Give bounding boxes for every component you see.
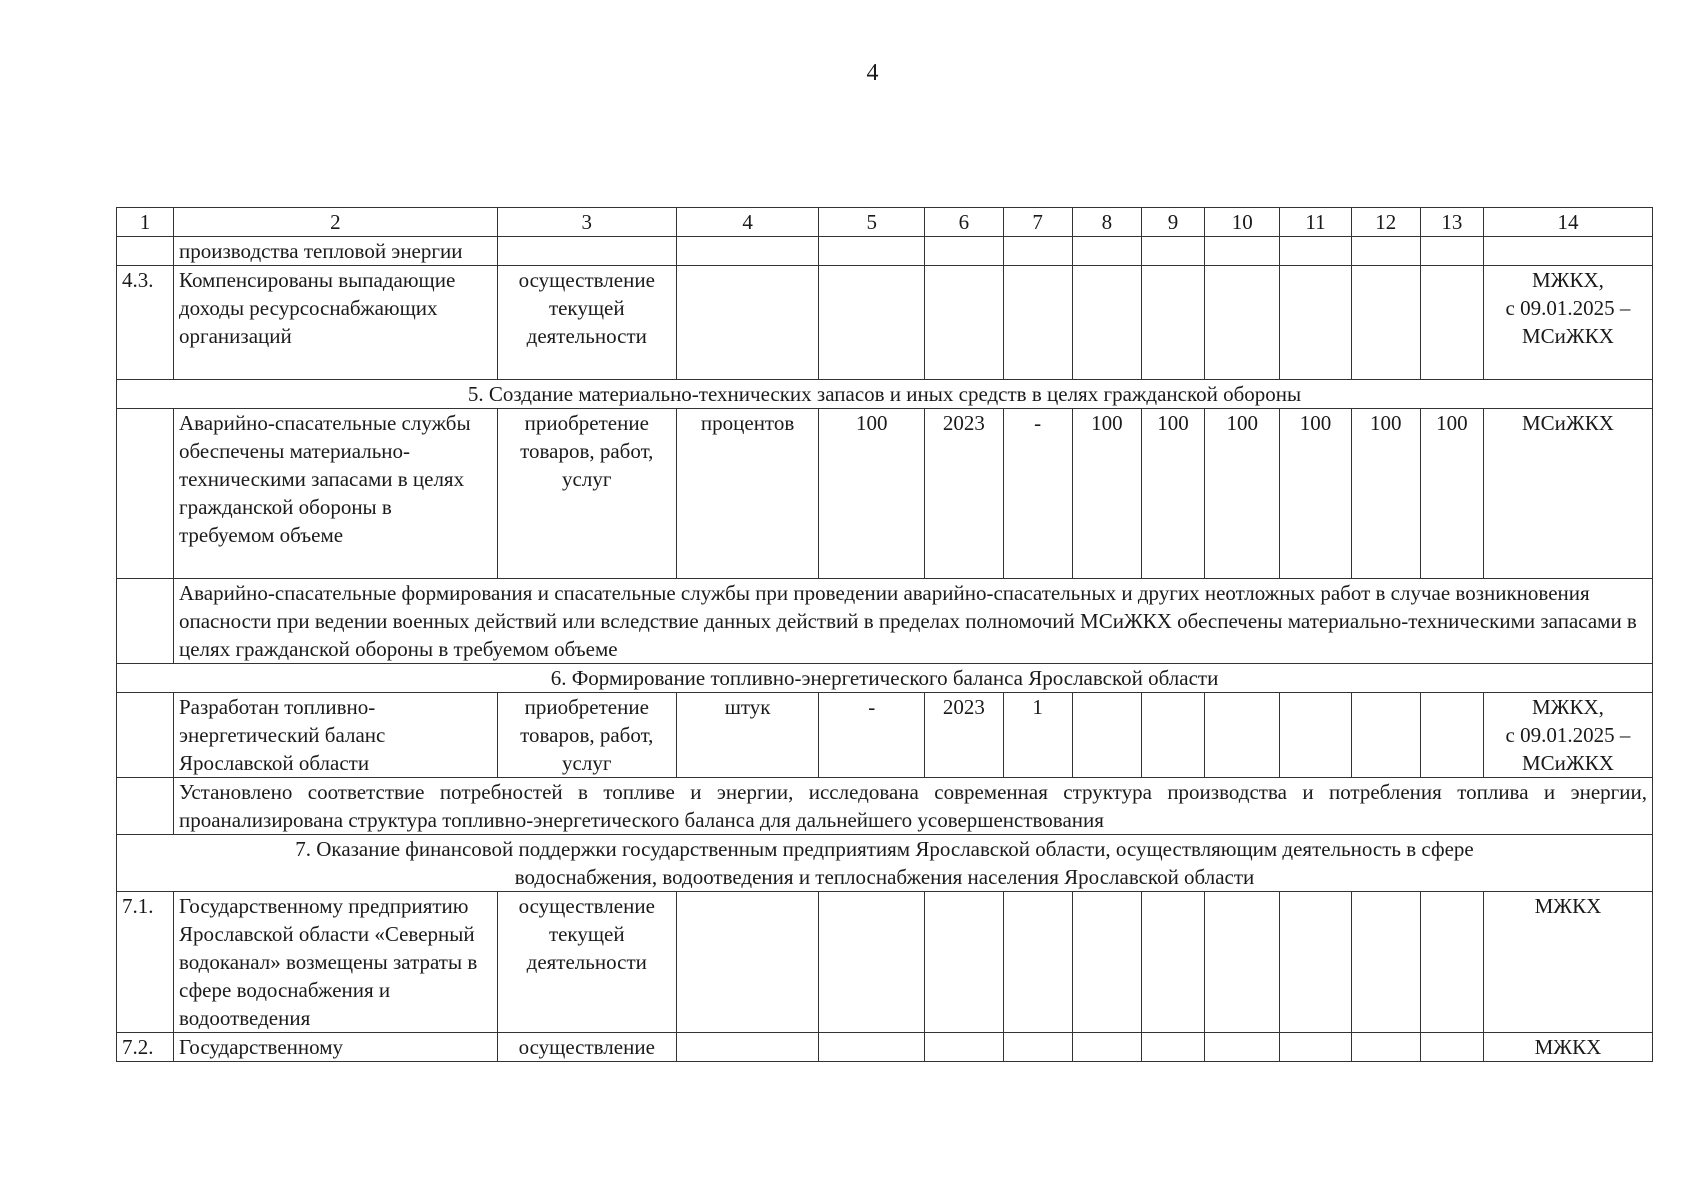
header-cell: 12 xyxy=(1351,208,1420,237)
value-cell: 1 xyxy=(1003,693,1072,778)
table-row xyxy=(117,892,1653,1033)
header-cell: 8 xyxy=(1072,208,1141,237)
responsible-line: МЖКХ, xyxy=(1532,268,1604,292)
section-row xyxy=(117,664,1653,693)
result-name: Государственному предприятию Ярославской области «Северный водоканал» возмещены затраты в сфере водоснабжения и водоотведения xyxy=(174,892,498,1033)
value-cell: 100 xyxy=(1141,409,1204,579)
base-value: 100 xyxy=(819,409,925,579)
unit: штук xyxy=(676,693,819,778)
value-cell: 100 xyxy=(1420,409,1483,579)
column-number-row xyxy=(117,208,1653,237)
responsible-cell: МСиЖКХ xyxy=(1483,409,1652,579)
activity-type: приобретение товаров, работ, услуг xyxy=(497,693,676,778)
activity-type: осуществление текущей деятельности xyxy=(497,266,676,380)
table-row xyxy=(117,1033,1653,1062)
header-cell: 2 xyxy=(174,208,498,237)
responsible-cell: МЖКХ xyxy=(1483,892,1652,1033)
section-title xyxy=(117,835,1653,892)
header-cell: 7 xyxy=(1003,208,1072,237)
result-name: Аварийно-спасательные службы обеспечены материально-техническими запасами в целях гражданской обороны в требуемом объеме xyxy=(174,409,498,579)
base-year: 2023 xyxy=(925,409,1003,579)
program-table xyxy=(116,207,1653,1062)
result-name: Компенсированы выпадающие доходы ресурсоснабжающих организаций xyxy=(174,266,498,380)
section-row xyxy=(117,835,1653,892)
responsible-line: с 09.01.2025 – xyxy=(1505,296,1631,320)
header-cell: 1 xyxy=(117,208,174,237)
activity-type: приобретение товаров, работ, услуг xyxy=(497,409,676,579)
value-cell: 100 xyxy=(1072,409,1141,579)
header-cell: 10 xyxy=(1205,208,1280,237)
value-cell: 100 xyxy=(1205,409,1280,579)
table-row xyxy=(117,409,1653,579)
table-row xyxy=(117,237,1653,266)
responsible-line: МСиЖКХ xyxy=(1522,324,1614,348)
responsible-line: МСиЖКХ xyxy=(1522,751,1614,775)
header-cell: 3 xyxy=(497,208,676,237)
header-cell: 11 xyxy=(1280,208,1351,237)
activity-type: осуществление xyxy=(497,1033,676,1062)
value-cell: - xyxy=(1003,409,1072,579)
activity-type: осуществление текущей деятельности xyxy=(497,892,676,1033)
section-title-line: водоснабжения, водоотведения и теплоснабжения населения Ярославской области xyxy=(514,865,1255,889)
responsible-cell xyxy=(1483,693,1652,778)
row-number: 4.3. xyxy=(117,266,174,380)
description-row xyxy=(117,778,1653,835)
header-cell: 5 xyxy=(819,208,925,237)
base-value: - xyxy=(819,693,925,778)
table-row xyxy=(117,266,1653,380)
result-name: производства тепловой энергии xyxy=(174,237,498,266)
table-row xyxy=(117,693,1653,778)
section-title: 5. Создание материально-технических запасов и иных средств в целях гражданской обороны xyxy=(117,380,1653,409)
result-name: Разработан топливно-энергетический баланс Ярославской области xyxy=(174,693,498,778)
section-title: 6. Формирование топливно-энергетического баланса Ярославской области xyxy=(117,664,1653,693)
header-cell: 4 xyxy=(676,208,819,237)
value-cell: 100 xyxy=(1280,409,1351,579)
responsible-line: МЖКХ, xyxy=(1532,695,1604,719)
value-cell: 100 xyxy=(1351,409,1420,579)
responsible-cell: МЖКХ xyxy=(1483,1033,1652,1062)
base-year: 2023 xyxy=(925,693,1003,778)
row-number: 7.2. xyxy=(117,1033,174,1062)
result-description: Аварийно-спасательные формирования и спасательные службы при проведении аварийно-спасательных и других неотложных работ в случае возникновения опасности при ведении военных действий или вследствие данных действий в пределах полномочий МСиЖКХ обеспечены материально-техническими запасами в целях гражданской обороны в требуемом объеме xyxy=(174,579,1653,664)
header-cell: 6 xyxy=(925,208,1003,237)
unit: процентов xyxy=(676,409,819,579)
responsible-line: с 09.01.2025 – xyxy=(1505,723,1631,747)
header-cell: 14 xyxy=(1483,208,1652,237)
responsible-cell xyxy=(1483,266,1652,380)
row-number: 7.1. xyxy=(117,892,174,1033)
section-title-line: 7. Оказание финансовой поддержки государственным предприятиям Ярославской области, осуществляющим деятельность в сфере xyxy=(295,837,1474,861)
header-cell: 13 xyxy=(1420,208,1483,237)
result-description: Установлено соответствие потребностей в топливе и энергии, исследована современная структура производства и потребления топлива и энергии, проанализирована структура топливно-энергетического баланса для дальнейшего усовершенствования xyxy=(174,778,1653,835)
page-number: 4 xyxy=(866,60,879,86)
result-name: Государственному xyxy=(174,1033,498,1062)
description-row xyxy=(117,579,1653,664)
header-cell: 9 xyxy=(1141,208,1204,237)
section-row xyxy=(117,380,1653,409)
